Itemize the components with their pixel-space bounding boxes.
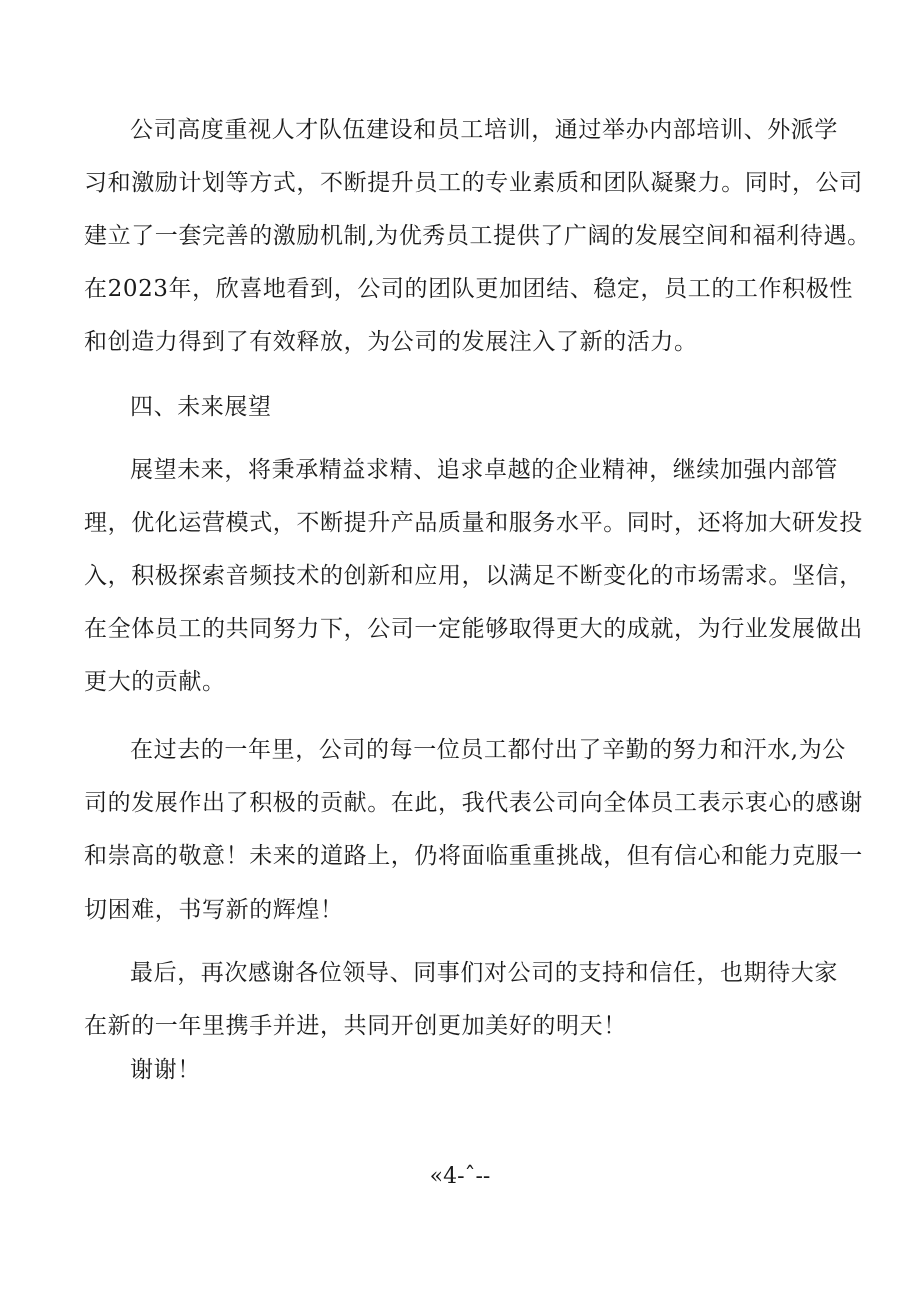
page-number-footer: «4-ˆ-- [429, 1164, 491, 1189]
paragraph-3-line-4: 切困难，书写新的辉煌！ [84, 897, 344, 923]
paragraph-3-line-2: 司的发展作出了积极的贡献。在此，我代表公司向全体员工表示衷心的感谢 [84, 790, 863, 816]
paragraph-1-line-2: 习和激励计划等方式，不断提升员工的专业素质和团队凝聚力。同时，公司 [84, 170, 863, 196]
paragraph-2-line-5: 更大的贡献。 [84, 669, 226, 695]
closing-thanks: 谢谢！ [130, 1057, 201, 1083]
paragraph-2-line-1: 展望未来，将秉承精益求精、追求卓越的企业精神，继续加强内部管 [130, 457, 838, 483]
paragraph-1-line-5: 和创造力得到了有效释放，为公司的发展注入了新的活力。 [84, 329, 698, 355]
paragraph-2-line-3: 入，积极探索音频技术的创新和应用，以满足不断变化的市场需求。坚信， [84, 563, 863, 589]
paragraph-1-line-1: 公司高度重视人才队伍建设和员工培训，通过举办内部培训、外派学 [130, 117, 838, 143]
paragraph-1-line-4: 在2023年，欣喜地看到，公司的团队更加团结、稳定，员工的工作积极性 [84, 276, 853, 302]
section-heading-future-outlook: 四、未来展望 [130, 394, 272, 420]
paragraph-4-line-1: 最后，再次感谢各位领导、同事们对公司的支持和信任，也期待大家 [130, 960, 838, 986]
paragraph-3-line-3: 和崇高的敬意！未来的道路上，仍将面临重重挑战，但有信心和能力克服一 [84, 843, 863, 869]
paragraph-2-line-2: 理，优化运营模式，不断提升产品质量和服务水平。同时，还将加大研发投 [84, 510, 863, 536]
paragraph-4-line-2: 在新的一年里携手并进，共同开创更加美好的明天！ [84, 1013, 627, 1039]
paragraph-3-line-1: 在过去的一年里，公司的每一位员工都付出了辛勤的努力和汗水,为公 [130, 737, 846, 763]
paragraph-2-line-4: 在全体员工的共同努力下，公司一定能够取得更大的成就，为行业发展做出 [84, 616, 863, 642]
paragraph-1-line-3: 建立了一套完善的激励机制,为优秀员工提供了广阔的发展空间和福利待遇。 [84, 223, 871, 249]
